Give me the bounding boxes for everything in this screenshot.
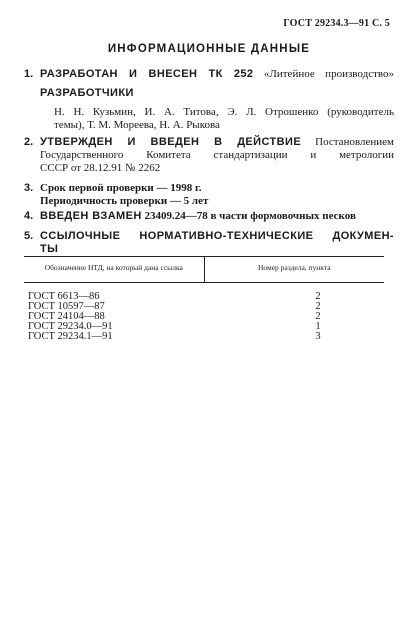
table-row — [24, 283, 384, 303]
item-heading-line — [40, 136, 394, 149]
table-cell-section: 1 — [315, 321, 321, 332]
item-number: 5. — [24, 230, 34, 242]
column-header-document: Обозначение НТД, на который дана ссылка — [24, 257, 204, 283]
page-title: ИНФОРМАЦИОННЫЕ ДАННЫЕ — [107, 43, 311, 55]
table-cell-document: ГОСТ 24104—88 — [28, 311, 105, 322]
item-number: 1. — [24, 68, 34, 80]
table-cell-section: 2 — [315, 311, 321, 322]
committee-name: «Литейное производство» — [263, 68, 395, 80]
table-cell-document: ГОСТ 6613—86 — [28, 291, 100, 302]
table-row — [24, 332, 384, 342]
references-heading: ССЫЛОЧНЫЕ НОРМАТИВНО-ТЕХНИЧЕСКИЕ ДОКУМЕН- — [40, 230, 394, 242]
references-table — [24, 256, 384, 342]
item-heading: УТВЕРЖДЕН И ВВЕДЕН В ДЕЙСТВИЕ — [40, 136, 302, 148]
table-cell-document: ГОСТ 29234.0—91 — [28, 321, 113, 332]
table-cell-section: 2 — [315, 301, 321, 312]
column-header-section: Номер раздела, пункта — [204, 257, 384, 283]
info-item-3 — [24, 182, 394, 208]
table-cell-document: ГОСТ 10597—87 — [28, 301, 105, 312]
info-item-4 — [24, 210, 394, 223]
developers-heading: РАЗРАБОТЧИКИ — [40, 87, 134, 99]
table-cell-document: ГОСТ 29234.1—91 — [28, 331, 113, 342]
item-number: 3. — [24, 182, 34, 194]
item-heading: РАЗРАБОТАН И ВНЕСЕН ТК 252 — [40, 68, 254, 80]
info-item-5 — [24, 230, 394, 256]
first-check-line: Срок первой проверки — 1998 г. — [40, 182, 202, 194]
item-heading-line — [40, 68, 394, 81]
document-reference: ГОСТ 29234.3—91 С. 5 — [283, 18, 390, 29]
authors-line: темы), Т. М. Мореева, Н. А. Рыкова — [54, 119, 220, 131]
item-number: 4. — [24, 210, 34, 222]
replaced-standard: 23409.24—78 в части формовочных песков — [144, 210, 356, 222]
info-item-1 — [24, 68, 394, 132]
references-heading-cont: ТЫ — [40, 243, 59, 255]
decree-line: СССР от 28.12.91 № 2262 — [40, 162, 161, 174]
info-item-2 — [24, 136, 394, 175]
table-cell-section: 3 — [315, 331, 321, 342]
decree-line: Государственного Комитета стандартизации и метрологии — [40, 149, 394, 161]
decree-word: Постановлением — [315, 136, 394, 148]
authors-line: Н. Н. Кузьмин, И. А. Титова, Э. Л. Отрошенко (руководитель — [54, 106, 394, 118]
item-heading: ВВЕДЕН ВЗАМЕН — [40, 210, 142, 222]
item-number: 2. — [24, 136, 34, 148]
table-cell-section: 2 — [315, 291, 321, 302]
check-period-line: Периодичность проверки — 5 лет — [40, 195, 209, 207]
table-header-row — [24, 257, 384, 283]
